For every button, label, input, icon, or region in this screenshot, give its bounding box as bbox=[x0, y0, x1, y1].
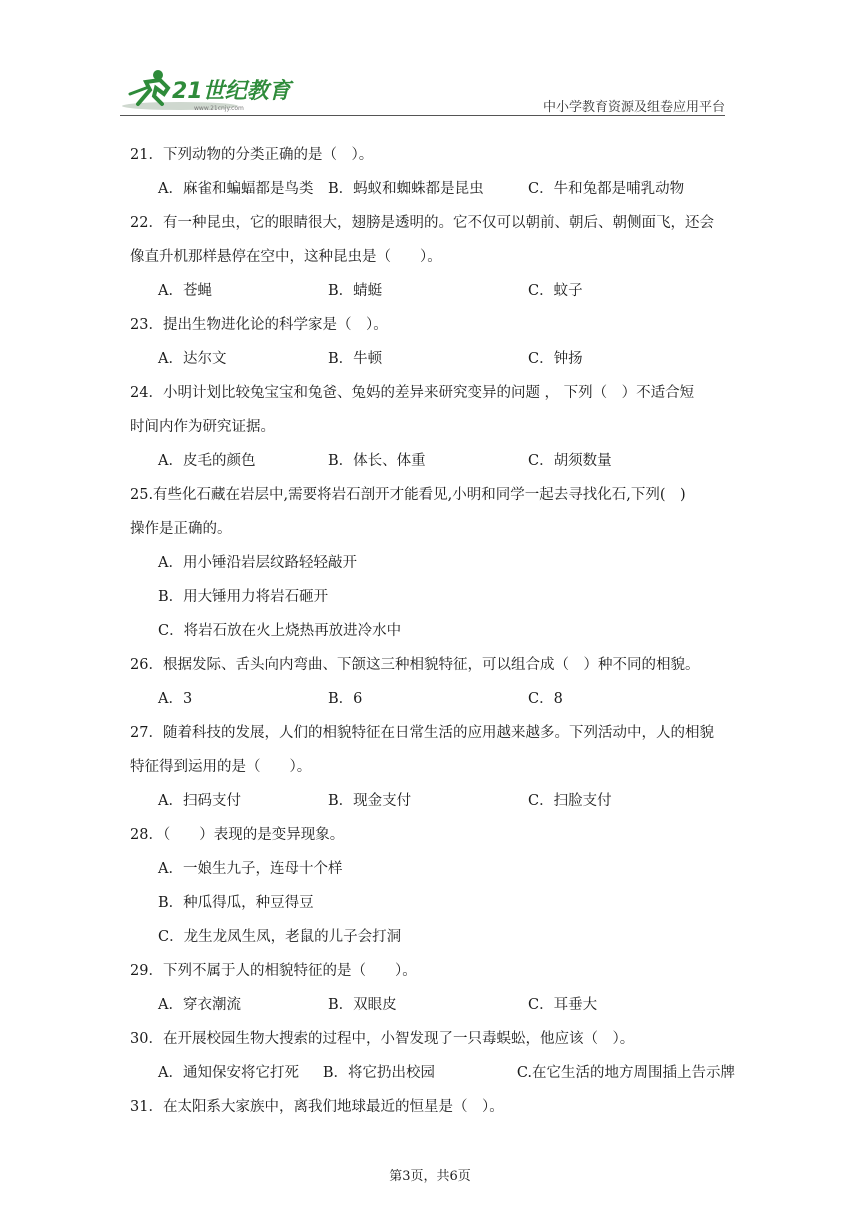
option: A．用小锤沿岩层纹路轻轻敲开 bbox=[158, 555, 357, 571]
option: C．蚊子 bbox=[528, 283, 583, 299]
question-stem: 24．小明计划比较兔宝宝和兔爸、兔妈的差异来研究变异的问题 ， 下列（ ）不适合短 bbox=[130, 385, 695, 401]
option: B．蜻蜓 bbox=[328, 283, 383, 299]
question-stem: 26．根据发际、舌头向内弯曲、下颌这三种相貌特征，可以组合成（ ）种不同的相貌。 bbox=[130, 657, 700, 673]
question bbox=[130, 648, 735, 682]
question-stem: 操作是正确的。 bbox=[130, 521, 232, 537]
question-stem: 29．下列不属于人的相貌特征的是（ ）。 bbox=[130, 963, 417, 979]
options-row bbox=[130, 274, 735, 308]
options-row bbox=[130, 172, 735, 206]
option: C．8 bbox=[528, 691, 563, 707]
option: A．3 bbox=[158, 691, 193, 707]
options-row bbox=[130, 784, 735, 818]
options-row bbox=[130, 988, 735, 1022]
option: B．6 bbox=[328, 691, 363, 707]
option: C．钟扬 bbox=[528, 351, 583, 367]
option: B．体长、体重 bbox=[328, 453, 426, 469]
question bbox=[130, 376, 735, 444]
page-header bbox=[120, 66, 725, 116]
option: A．通知保安将它打死 bbox=[158, 1065, 299, 1081]
question-stem: 22．有一种昆虫，它的眼睛很大，翅膀是透明的。它不仅可以朝前、朝后、朝侧面飞，还会 bbox=[130, 215, 714, 231]
question bbox=[130, 716, 735, 784]
question-stem: 像直升机那样悬停在空中，这种昆虫是（ ）。 bbox=[130, 249, 442, 265]
option: B．将它扔出校园 bbox=[322, 1065, 436, 1081]
question-stem: 时间内作为研究证据。 bbox=[130, 419, 275, 435]
option: B．蚂蚁和蜘蛛都是昆虫 bbox=[328, 181, 484, 197]
option: B．现金支付 bbox=[328, 793, 412, 809]
platform-name: 中小学教育资源及组卷应用平台 bbox=[542, 100, 725, 115]
header-divider bbox=[120, 115, 725, 116]
option: A．麻雀和蝙蝠都是鸟类 bbox=[158, 181, 314, 197]
question-stem: 28．（ ）表现的是变异现象。 bbox=[130, 827, 345, 843]
option: A．达尔文 bbox=[158, 351, 227, 367]
option: C．将岩石放在火上烧热再放进冷水中 bbox=[158, 623, 402, 639]
option: B．牛顿 bbox=[328, 351, 383, 367]
21cnjy-logo bbox=[120, 66, 300, 114]
question bbox=[130, 1022, 735, 1056]
question bbox=[130, 138, 735, 172]
option: C．龙生龙凤生凤，老鼠的儿子会打洞 bbox=[158, 929, 402, 945]
question-stem: 27．随着科技的发展，人们的相貌特征在日常生活的应用越来越多。下列活动中，人的相貌 bbox=[130, 725, 714, 741]
question bbox=[130, 308, 735, 342]
option: A．皮毛的颜色 bbox=[158, 453, 256, 469]
option: B．用大锤用力将岩石砸开 bbox=[158, 589, 329, 605]
options-row bbox=[130, 342, 735, 376]
question bbox=[130, 478, 735, 546]
question bbox=[130, 818, 735, 852]
option: A．苍蝇 bbox=[158, 283, 212, 299]
option: C．耳垂大 bbox=[528, 997, 598, 1013]
option: A．一娘生九子，连母十个样 bbox=[158, 861, 343, 877]
logo-text: 21世纪教育 bbox=[172, 79, 291, 104]
question bbox=[130, 206, 735, 274]
option: C．牛和兔都是哺乳动物 bbox=[528, 181, 685, 197]
option: C.在它生活的地方周围插上告示牌 bbox=[516, 1065, 735, 1081]
question-stem: 25.有些化石藏在岩层中,需要将岩石剖开才能看见,小明和同学一起去寻找化石,下列( ) bbox=[130, 487, 686, 503]
option: C．扫脸支付 bbox=[528, 793, 612, 809]
option: B．种瓜得瓜，种豆得豆 bbox=[158, 895, 314, 911]
question-list bbox=[130, 138, 735, 1124]
options-row bbox=[130, 1056, 735, 1090]
option: C．胡须数量 bbox=[528, 453, 612, 469]
page-number: 第3页，共6页 bbox=[389, 1169, 471, 1184]
question bbox=[130, 1090, 735, 1124]
option: A．穿衣潮流 bbox=[158, 997, 241, 1013]
question bbox=[130, 954, 735, 988]
question-stem: 特征得到运用的是（ ）。 bbox=[130, 759, 312, 775]
question-stem: 23．提出生物进化论的科学家是（ ）。 bbox=[130, 317, 388, 333]
question-stem: 31．在太阳系大家族中，离我们地球最近的恒星是（ ）。 bbox=[130, 1099, 504, 1115]
logo-url: www.21cnjy.com bbox=[194, 105, 244, 112]
question-stem: 21．下列动物的分类正确的是（ ）。 bbox=[130, 147, 374, 163]
option: B．双眼皮 bbox=[328, 997, 397, 1013]
options-row bbox=[130, 444, 735, 478]
option: A．扫码支付 bbox=[158, 793, 241, 809]
question-stem: 30．在开展校园生物大搜索的过程中，小智发现了一只毒蜈蚣，他应该（ ）。 bbox=[130, 1031, 635, 1047]
options-row bbox=[130, 682, 735, 716]
